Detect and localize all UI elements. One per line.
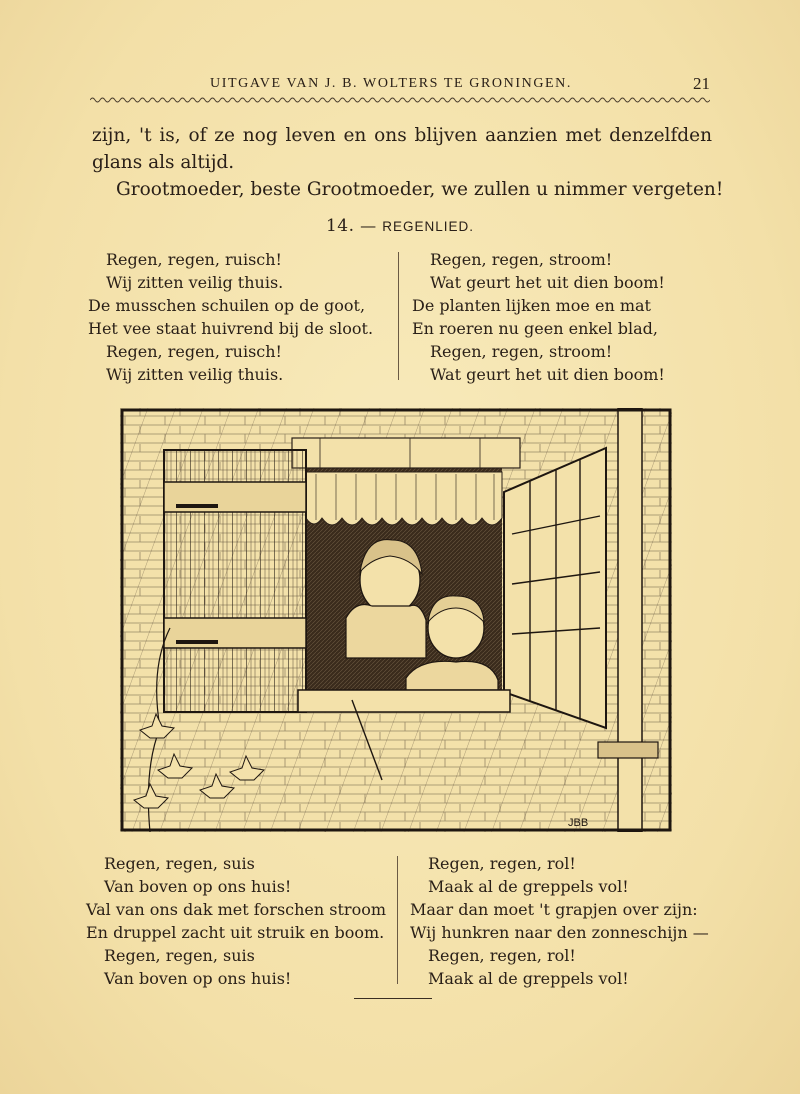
prose-block bbox=[92, 122, 724, 203]
running-head bbox=[90, 74, 710, 96]
verse-line: Regen, regen, rol! bbox=[428, 946, 576, 965]
artist-monogram: JBB bbox=[568, 817, 589, 829]
verse-line: Maar dan moet 't grapjen over zijn: bbox=[410, 900, 698, 919]
title-dash: — bbox=[360, 216, 377, 235]
verse-line: Wij zitten veilig thuis. bbox=[106, 273, 284, 292]
stanza-4 bbox=[410, 852, 709, 990]
verse-line: Wat geurt het uit dien boom! bbox=[430, 273, 665, 292]
poem-title: REGENLIED. bbox=[382, 219, 474, 234]
prose-paragraph-2: Grootmoeder, beste Grootmoeder, we zullen u nimmer vergeten! bbox=[116, 179, 724, 200]
stanza-2 bbox=[412, 248, 665, 386]
verse-line: Regen, regen, ruisch! bbox=[106, 342, 282, 361]
window-illustration bbox=[120, 408, 672, 832]
verse-line: Regen, regen, suis bbox=[104, 946, 255, 965]
column-divider bbox=[397, 856, 398, 984]
verse-line: Regen, regen, stroom! bbox=[430, 342, 613, 361]
verse-line: Wij hunkren naar den zonneschijn — bbox=[410, 923, 709, 942]
verse-line: Van boven op ons huis! bbox=[104, 877, 292, 896]
verse-line: Val van ons dak met forschen stroom bbox=[86, 900, 387, 919]
verse-line: En druppel zacht uit struik en boom. bbox=[86, 923, 385, 942]
poem-number: 14. bbox=[325, 216, 355, 236]
verse-line: Maak al de greppels vol! bbox=[428, 969, 629, 988]
prose-paragraph-1: zijn, 't is, of ze nog leven en ons blijven aanzien met denzelfden glans als altijd. bbox=[92, 125, 712, 173]
verse-line: Regen, regen, ruisch! bbox=[106, 250, 282, 269]
page-number: 21 bbox=[693, 74, 710, 93]
verse-line: Wat geurt het uit dien boom! bbox=[430, 365, 665, 384]
poem-heading bbox=[0, 216, 800, 236]
column-divider bbox=[398, 252, 399, 380]
publisher-line: UITGAVE VAN J. B. WOLTERS TE GRONINGEN. bbox=[210, 76, 572, 91]
verse-line: Regen, regen, suis bbox=[104, 854, 255, 873]
stanza-1 bbox=[88, 248, 373, 386]
stanza-3 bbox=[86, 852, 386, 990]
verse-line: Regen, regen, rol! bbox=[428, 854, 576, 873]
ornamental-wavy-rule bbox=[90, 96, 710, 104]
verse-line: De musschen schuilen op de goot, bbox=[88, 296, 366, 315]
verse-line: Het vee staat huivrend bij de sloot. bbox=[88, 319, 374, 338]
verse-line: Regen, regen, stroom! bbox=[430, 250, 613, 269]
verse-line: Maak al de greppels vol! bbox=[428, 877, 629, 896]
verse-line: En roeren nu geen enkel blad, bbox=[412, 319, 658, 338]
verse-line: Van boven op ons huis! bbox=[104, 969, 292, 988]
end-rule bbox=[354, 998, 432, 999]
verse-line: Wij zitten veilig thuis. bbox=[106, 365, 284, 384]
verse-line: De planten lijken moe en mat bbox=[412, 296, 651, 315]
